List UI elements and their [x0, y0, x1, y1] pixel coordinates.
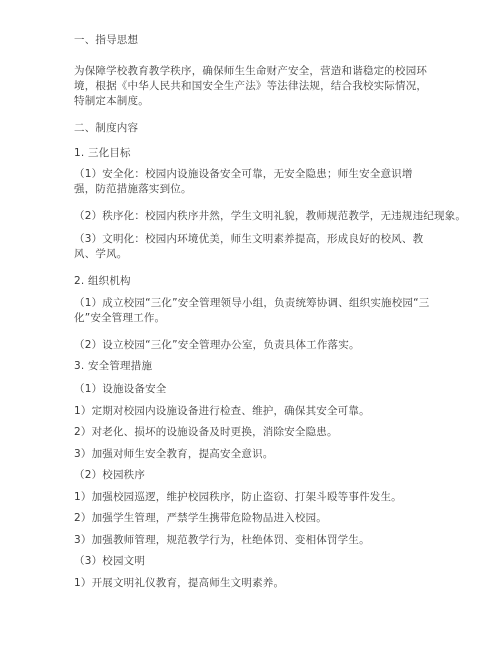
section-heading-guiding-ideology: 一、指导思想 [74, 34, 139, 46]
measure-heading-facilities: （1）设施设备安全 [74, 383, 167, 395]
goal-order-paragraph: （2）秩序化：校园内秩序井然，学生文明礼貌，教师规范教学，无违规违纪现象。 [74, 210, 467, 222]
facilities-item-1: 1）定期对校园内设施设备进行检查、维护，确保其安全可靠。 [74, 405, 370, 417]
facilities-item-2: 2）对老化、损坏的设施设备及时更换，消除安全隐患。 [74, 426, 338, 438]
order-item-1: 1）加强校园巡逻，维护校园秩序，防止盗窃、打架斗殴等事件发生。 [74, 491, 402, 503]
subsection-heading-goals: 1. 三化目标 [74, 147, 131, 159]
order-item-3: 3）加强教师管理，规范教学行为，杜绝体罚、变相体罚学生。 [74, 534, 370, 546]
order-item-2: 2）加强学生管理，严禁学生携带危险物品进入校园。 [74, 512, 327, 524]
measure-heading-civility: （3）校园文明 [74, 555, 146, 567]
civility-item-1: 1）开展文明礼仪教育，提高师生文明素养。 [74, 577, 285, 589]
section-heading-system-content: 二、制度内容 [74, 122, 139, 134]
facilities-item-3: 3）加强对师生安全教育，提高安全意识。 [74, 448, 274, 460]
organization-office-paragraph: （2）设立校园“三化”安全管理办公室，负责具体工作落实。 [74, 339, 360, 351]
measure-heading-order: （2）校园秩序 [74, 469, 146, 481]
guiding-ideology-paragraph: 为保障学校教育教学秩序，确保师生生命财产安全，营造和谐稳定的校园环境，根据《中华人民共和国安全生产法》等法律法规，结合我校实际情况，特制定本制度。 [74, 65, 428, 107]
subsection-heading-measures: 3. 安全管理措施 [74, 360, 153, 372]
goal-civility-paragraph: （3）文明化：校园内环境优美，师生文明素养提高，形成良好的校风、教风、学风。 [74, 233, 424, 260]
subsection-heading-organization: 2. 组织机构 [74, 275, 131, 287]
organization-leading-group-paragraph: （1）成立校园“三化”安全管理领导小组，负责统筹协调、组织实施校园“三化”安全管理工作。 [74, 297, 430, 324]
goal-safety-paragraph: （1）安全化：校园内设施设备安全可靠，无安全隐患；师生安全意识增强，防范措施落实到位。 [74, 168, 413, 195]
